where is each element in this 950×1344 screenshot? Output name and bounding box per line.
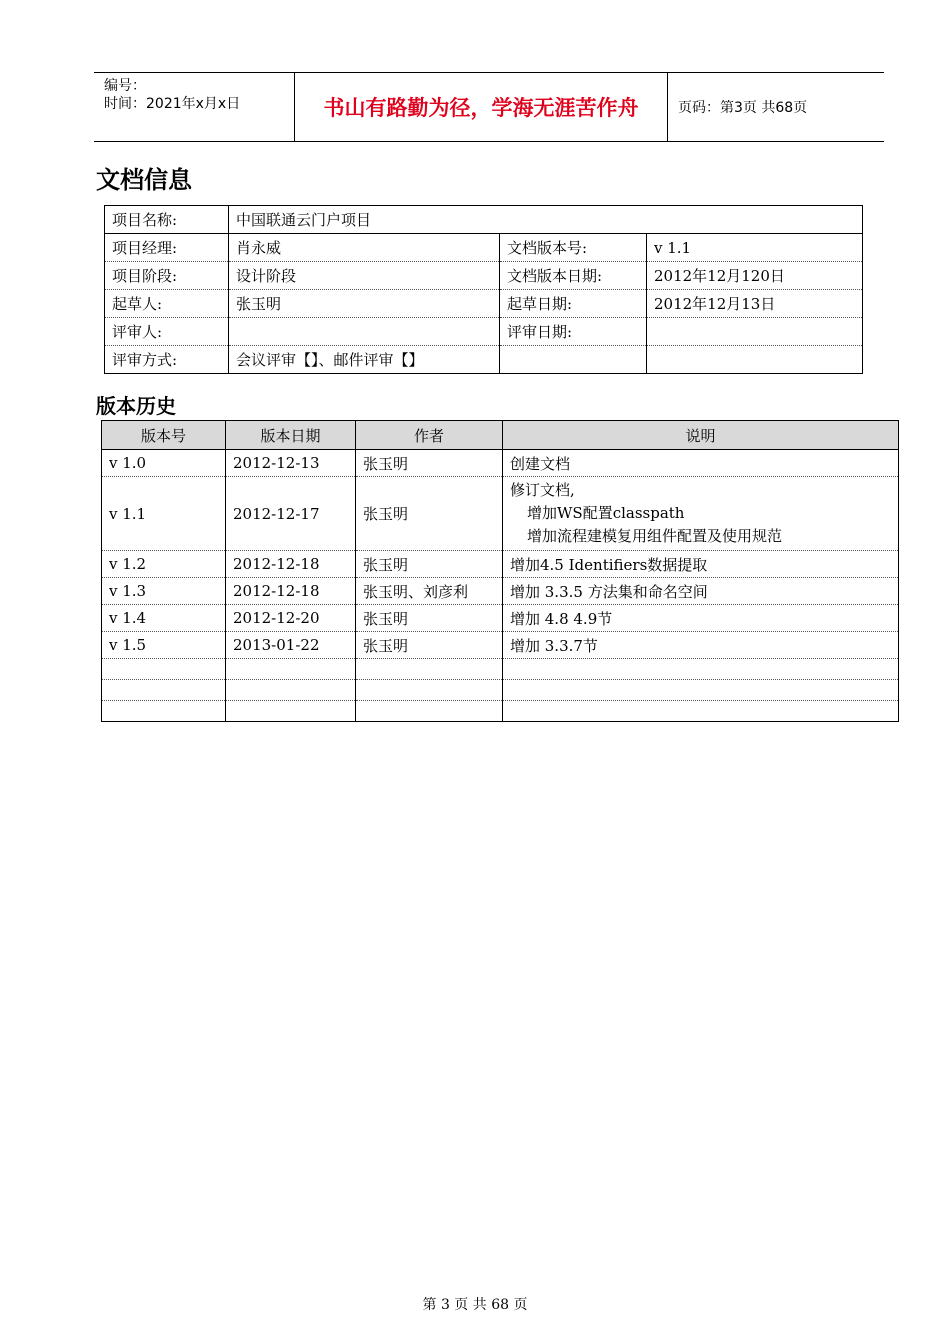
version-cell: v 1.1: [102, 477, 226, 551]
info-label: 评审人:: [105, 318, 229, 346]
info-row: [105, 206, 863, 234]
table-row: [102, 632, 899, 659]
info-row: [105, 290, 863, 318]
table-row: [102, 450, 899, 477]
desc-cell: 增加4.5 Identifiers数据提取: [503, 551, 899, 578]
info-value: 中国联通云门户项目: [229, 206, 863, 234]
date-cell: 2012-12-18: [226, 578, 356, 605]
desc-cell: [503, 477, 899, 551]
info-label: 评审日期:: [500, 318, 647, 346]
desc-line: 修订文档,: [510, 481, 575, 499]
info-label: 项目阶段:: [105, 262, 229, 290]
header-page-info: 页码：第3页 共68页: [678, 100, 808, 116]
info-value: [647, 318, 863, 346]
info-value: [229, 318, 500, 346]
info-value: 设计阶段: [229, 262, 500, 290]
desc-cell: 创建文档: [503, 450, 899, 477]
column-header: 版本日期: [226, 421, 356, 450]
author-cell: 张玉明: [356, 605, 503, 632]
empty-row: [102, 659, 899, 680]
date-cell: 2013-01-22: [226, 632, 356, 659]
info-label: 项目名称:: [105, 206, 229, 234]
history-header-row: [102, 421, 899, 450]
author-cell: 张玉明: [356, 632, 503, 659]
info-label: 文档版本日期:: [500, 262, 647, 290]
desc-cell: 增加 3.3.5 方法集和命名空间: [503, 578, 899, 605]
desc-cell: 增加 4.8 4.9节: [503, 605, 899, 632]
time-label: 时间：2021年x月x日: [104, 96, 241, 112]
desc-line: 增加WS配置classpath: [527, 504, 685, 522]
info-row: [105, 346, 863, 374]
author-cell: 张玉明、刘彦利: [356, 578, 503, 605]
info-value: 会议评审【】、邮件评审【】: [229, 346, 500, 374]
header-meta: [94, 73, 295, 141]
desc-line: 增加流程建模复用组件配置及使用规范: [527, 527, 783, 545]
history-table: [101, 420, 899, 722]
version-cell: v 1.0: [102, 450, 226, 477]
info-empty: [500, 346, 647, 374]
header-motto: 书山有路勤为径，学海无涯苦作舟: [295, 73, 668, 141]
info-row: [105, 318, 863, 346]
empty-row: [102, 701, 899, 722]
table-row: [102, 578, 899, 605]
info-value: 2012年12月13日: [647, 290, 863, 318]
page-header: [94, 72, 884, 142]
info-label: 项目经理:: [105, 234, 229, 262]
info-row: [105, 234, 863, 262]
info-label: 起草人:: [105, 290, 229, 318]
number-label: 编号：: [104, 78, 146, 94]
date-cell: 2012-12-13: [226, 450, 356, 477]
info-value: 张玉明: [229, 290, 500, 318]
date-cell: 2012-12-17: [226, 477, 356, 551]
info-empty: [647, 346, 863, 374]
doc-info-table: [104, 205, 863, 374]
author-cell: 张玉明: [356, 450, 503, 477]
version-cell: v 1.2: [102, 551, 226, 578]
version-cell: v 1.3: [102, 578, 226, 605]
doc-info-title: 文档信息: [96, 166, 192, 194]
desc-cell: 增加 3.3.7节: [503, 632, 899, 659]
table-row: [102, 551, 899, 578]
date-cell: 2012-12-20: [226, 605, 356, 632]
info-label: 评审方式:: [105, 346, 229, 374]
empty-row: [102, 680, 899, 701]
column-header: 版本号: [102, 421, 226, 450]
info-value: 肖永威: [229, 234, 500, 262]
table-row: [102, 477, 899, 551]
table-row: [102, 605, 899, 632]
history-title: 版本历史: [96, 394, 176, 418]
version-cell: v 1.5: [102, 632, 226, 659]
page-footer: 第 3 页 共 68 页: [422, 1297, 528, 1313]
column-header: 说明: [503, 421, 899, 450]
version-cell: v 1.4: [102, 605, 226, 632]
date-cell: 2012-12-18: [226, 551, 356, 578]
column-header: 作者: [356, 421, 503, 450]
info-value: 2012年12月120日: [647, 262, 863, 290]
info-row: [105, 262, 863, 290]
author-cell: 张玉明: [356, 477, 503, 551]
info-label: 起草日期:: [500, 290, 647, 318]
info-label: 文档版本号:: [500, 234, 647, 262]
author-cell: 张玉明: [356, 551, 503, 578]
info-value: v 1.1: [647, 234, 863, 262]
